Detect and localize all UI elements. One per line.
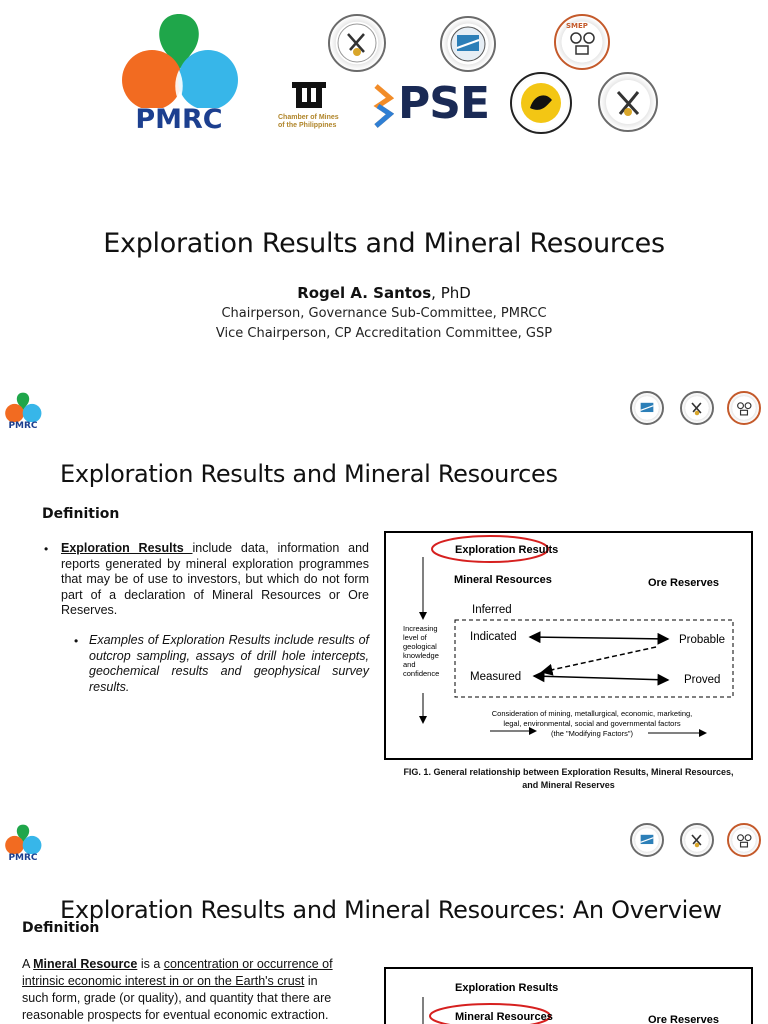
fig-axis-5: and: [403, 660, 416, 669]
pse-mark-icon: [372, 84, 394, 128]
pmrc-logo-small: [3, 824, 43, 864]
bullet-dot: •: [44, 542, 49, 556]
slide-separator: [0, 792, 768, 804]
exploration-results-text: include data, information and reports generated by mineral exploration programmes that may be of use to investors, but which do not form part of a declaration of Mineral Resources or Ore Reserves.: [61, 541, 369, 618]
overview-slide: [0, 804, 768, 1024]
resources-reserves-diagram: [386, 969, 751, 1024]
exploration-results-examples: Examples of Exploration Results include results of outcrop sampling, assays of drill hole intercepts, geochemical results and geophysical survey results.: [89, 633, 369, 694]
figure-caption-line-2: and Mineral Reserves: [522, 780, 615, 790]
presentation-title: Exploration Results and Mineral Resources: [103, 228, 665, 259]
mining-exploration-association-seal-icon: [598, 72, 658, 132]
resources-reserves-diagram: [386, 533, 751, 758]
text-is: is a: [137, 957, 164, 971]
definition-line-4: reasonable prospects for eventual economic extraction.: [22, 1008, 329, 1022]
fig-measured: Measured: [470, 671, 522, 683]
geological-society-seal-icon: [630, 391, 664, 425]
fig-inferred: Inferred: [472, 604, 512, 616]
fig-exploration-results: Exploration Results: [455, 982, 559, 994]
pmrc-logo-small: [3, 392, 43, 432]
figure-caption: [384, 766, 753, 792]
fig-factors-3: (the "Modifying Factors"): [550, 729, 634, 738]
pse-logo: [372, 78, 489, 132]
chamber-of-mines-mark-icon: [288, 76, 330, 112]
smep-seal-icon: [727, 823, 761, 857]
fig-indicated: Indicated: [470, 631, 517, 643]
definition-underlined-1: concentration or occurrence of: [163, 957, 333, 971]
sub-bullet-dot: •: [74, 634, 79, 648]
society-mining-engineers-seal-icon: [680, 391, 714, 425]
presenter-degree: , PhD: [431, 284, 471, 302]
definition-heading: Definition: [42, 506, 120, 522]
fig-axis-3: geological: [403, 642, 437, 651]
philippine-society-seal-icon: [510, 72, 572, 134]
text-a: A: [22, 957, 34, 971]
fig-axis-6: confidence: [403, 669, 440, 678]
fig-exploration-results: Exploration Results: [455, 544, 559, 556]
pmrc-logo-mark-icon: [116, 12, 242, 108]
slide-title: Exploration Results and Mineral Resources: [60, 460, 558, 488]
fig-factors-1: Consideration of mining, metallurgical, economic, marketing,: [491, 709, 693, 718]
definition-slide: [0, 384, 768, 792]
pse-logo-text: PSE: [398, 78, 489, 129]
pmrc-logo-text: PMRC: [135, 104, 223, 135]
slide-separator: [0, 372, 768, 384]
fig-axis-1: Increasing: [403, 624, 438, 633]
chamber-name-line-2: of the Philippines: [278, 122, 337, 129]
figure-caption-line-1: General relationship between Exploration Results, Mineral Resources,: [430, 767, 734, 777]
resources-reserves-figure: [384, 967, 753, 1024]
figure-caption-label: FIG. 1.: [403, 767, 431, 777]
fig-ore-reserves: Ore Reserves: [648, 577, 719, 589]
resources-reserves-figure: [384, 531, 753, 760]
slide-title: Exploration Results and Mineral Resources: An Overview: [60, 896, 722, 924]
pmrc-logo-mark-icon: [3, 824, 43, 854]
text-in: in: [304, 974, 318, 988]
fig-factors-2: legal, environmental, social and governmental factors: [503, 719, 681, 728]
fig-mineral-resources: Mineral Resources: [454, 574, 552, 586]
pmrc-logo: [116, 12, 242, 136]
definition-heading: Definition: [22, 920, 100, 936]
fig-ore-reserves: Ore Reserves: [648, 1014, 719, 1024]
geological-society-seal-icon: [630, 823, 664, 857]
definition-underlined-2: intrinsic economic interest in or on the Earth's crust: [22, 974, 305, 988]
presenter-role-1: Chairperson, Governance Sub-Committee, PMRCC: [221, 306, 547, 321]
chamber-name-line-1: Chamber of Mines: [278, 114, 339, 121]
society-mining-engineers-seal-icon: [680, 823, 714, 857]
fig-proved: Proved: [684, 674, 721, 686]
smep-seal-icon: [554, 14, 610, 70]
presenter-role-2: Vice Chairperson, CP Accreditation Committee, GSP: [215, 326, 553, 341]
fig-axis-4: knowledge: [403, 651, 439, 660]
svg-text:SMEP: SMEP: [566, 22, 588, 30]
society-mining-engineers-seal-icon: [328, 14, 386, 72]
pmrc-logo-text: PMRC: [8, 421, 38, 431]
fig-mineral-resources: Mineral Resources: [455, 1011, 553, 1023]
mineral-resource-definition: [22, 956, 369, 1024]
presenter-name: Rogel A. Santos: [297, 284, 432, 302]
presenter-line: [0, 284, 768, 302]
smep-seal-icon: [727, 391, 761, 425]
mineral-resource-term: Mineral Resource: [33, 957, 138, 971]
pmrc-logo-text: PMRC: [8, 853, 38, 863]
chamber-of-mines-logo: [278, 76, 340, 132]
exploration-results-term: Exploration Results: [61, 541, 193, 555]
exploration-results-definition: [61, 541, 369, 619]
fig-axis-2: level of: [403, 633, 427, 642]
title-slide: [0, 0, 768, 372]
definition-line-3: such form, grade (or quality), and quantity that there are: [22, 991, 332, 1005]
fig-probable: Probable: [679, 634, 726, 646]
pmrc-logo-mark-icon: [3, 392, 43, 422]
geological-society-seal-icon: [440, 16, 496, 72]
